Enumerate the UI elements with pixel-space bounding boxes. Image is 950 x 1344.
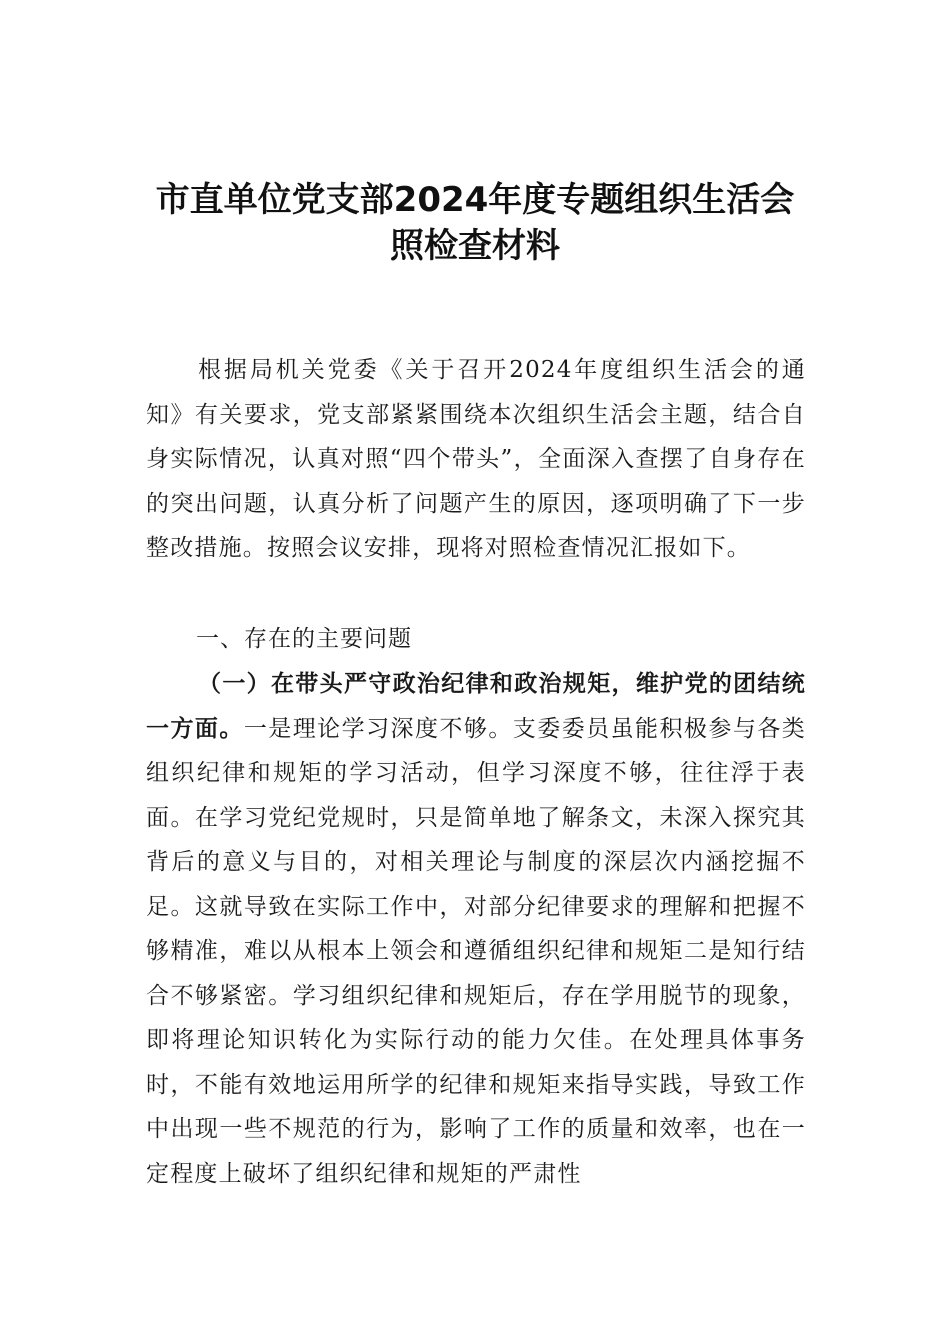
document-title-line-2: 照检查材料 [390, 226, 560, 266]
document-title-line-1: 市直单位党支部2024年度专题组织生活会 [155, 180, 795, 220]
subsection-heading: （一）在带头严守政治纪律和政治规矩，维护党的团结统一方面。 [146, 670, 806, 742]
subsection-body: 一是理论学习深度不够。支委委员虽能积极参与各类组织纪律和规矩的学习活动，但学习深度不够，往往浮于表面。在学习党纪党规时，只是简单地了解条文，未深入探究其背后的意义与目的，对相关理论与制度的深层次内涵挖掘不足。这就导致在实际工作中，对部分纪律要求的理解和把握不够精准，难以从根本上领会和遵循组织纪律和规矩二是知行结合不够紧密。学习组织纪律和规矩后，存在学用脱节的现象，即将理论知识转化为实际行动的能力欠佳。在处理具体事务时，不能有效地运用所学的纪律和规矩来指导实践，导致工作中出现一些不规范的行为，影响了工作的质量和效率，也在一定程度上破坏了组织纪律和规矩的严肃性 [146, 715, 806, 1187]
subsection-paragraph [146, 662, 806, 1196]
section-heading: 一、存在的主要问题 [196, 626, 412, 652]
intro-paragraph: 根据局机关党委《关于召开2024年度组织生活会的通知》有关要求，党支部紧紧围绕本次组织生活会主题，结合自身实际情况，认真对照“四个带头”，全面深入查摆了自身存在的突出问题，认真分析了问题产生的原因，逐项明确了下一步整改措施。按照会议安排，现将对照检查情况汇报如下。 [146, 357, 806, 561]
